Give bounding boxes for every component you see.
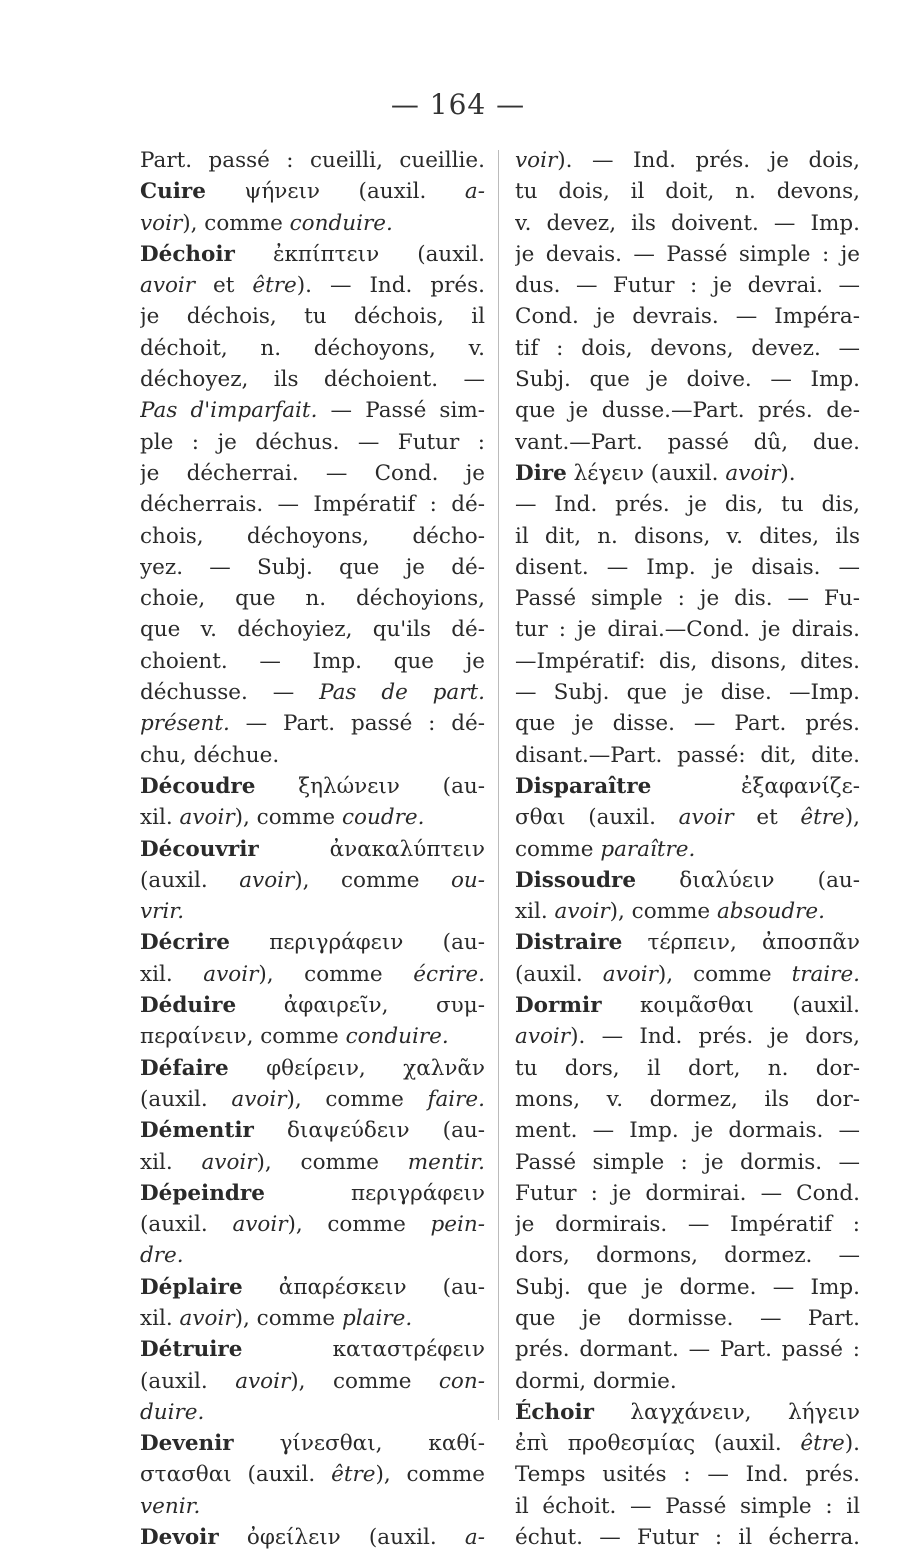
text-line: [140, 1272, 485, 1303]
text-line: [140, 176, 485, 207]
line-text: — Ind. prés. je dis, tu dis,: [515, 492, 860, 518]
line-text: ), comme: [294, 867, 451, 893]
headword: Déplaire: [140, 1274, 243, 1300]
text-line: [140, 239, 485, 270]
left-column: [140, 145, 485, 1553]
line-text: γίνεσθαι, καθί-: [233, 1431, 485, 1457]
italic-text: voir: [515, 148, 558, 173]
italic-text: avoir: [602, 961, 658, 987]
text-line: [515, 395, 860, 426]
italic-text: traire.: [791, 961, 860, 987]
italic-text: paraître.: [600, 836, 696, 862]
line-text: choie, que n. déchoyions,: [140, 586, 485, 612]
text-line: [140, 458, 485, 489]
text-line: [140, 1021, 485, 1052]
text-line: [515, 239, 860, 270]
line-text: xil.: [140, 961, 204, 987]
text-line: [140, 614, 485, 645]
italic-text: être: [800, 805, 845, 831]
line-text: disent. — Imp. je disais. —: [515, 554, 860, 580]
text-line: [515, 458, 860, 489]
text-line: [515, 1491, 860, 1522]
text-line: [515, 364, 860, 395]
line-text: xil.: [140, 1305, 180, 1331]
text-line: [140, 708, 485, 739]
line-text: tu dors, il dort, n. dor-: [515, 1055, 860, 1081]
line-text: ἀπαρέσκειν (au-: [242, 1274, 485, 1300]
italic-text: a-: [464, 1525, 485, 1551]
text-line: [515, 208, 860, 239]
text-line: [515, 145, 860, 176]
text-line: [515, 740, 860, 771]
line-text: tur : je dirai.—Cond. je dirais.: [515, 617, 860, 643]
text-line: [140, 1334, 485, 1365]
text-line: [515, 1428, 860, 1459]
text-line: [515, 1209, 860, 1240]
text-line: [140, 1522, 485, 1553]
line-text: Futur : je dormirai. — Cond.: [515, 1180, 860, 1206]
line-text: ἀφαιρεῖν, συμ-: [236, 993, 485, 1019]
line-text: ), comme: [287, 1212, 431, 1238]
headword: Cuire: [140, 179, 206, 205]
text-line: [140, 364, 485, 395]
headword: Découvrir: [140, 836, 259, 862]
line-text: et: [733, 805, 801, 831]
line-text: v. devez, ils doivent. — Imp.: [515, 210, 860, 236]
line-text: ), comme: [290, 1368, 439, 1394]
text-line: [515, 1522, 860, 1553]
italic-text: a-: [464, 179, 485, 205]
text-line: [140, 301, 485, 332]
italic-text: Pas d'imparfait.: [140, 398, 318, 424]
line-text: tu dois, il doit, n. devons,: [515, 179, 860, 205]
text-line: [140, 1459, 485, 1490]
line-text: disant.—Part. passé: dit, dite.: [515, 742, 860, 768]
line-text: κοιμᾶσθαι (auxil.: [601, 993, 860, 1019]
text-line: [140, 1115, 485, 1146]
line-text: ).: [844, 1431, 860, 1457]
line-text: ). — Ind. prés. je dois,: [557, 148, 860, 173]
text-line: [515, 646, 860, 677]
headword: Disparaître: [515, 773, 652, 799]
italic-text: plaire.: [341, 1305, 413, 1331]
headword: Décrire: [140, 930, 230, 956]
line-text: déchoit, n. déchoyons, v.: [140, 335, 485, 361]
line-text: περιγράφειν: [264, 1180, 485, 1206]
line-text: σθαι (auxil.: [515, 805, 679, 831]
line-text: (auxil.: [140, 1368, 236, 1394]
text-line: [140, 1053, 485, 1084]
text-line: [140, 1084, 485, 1115]
line-text: comme: [515, 836, 601, 862]
line-text: ), comme: [375, 1462, 485, 1488]
line-text: διαψεύδειν (au-: [253, 1118, 485, 1144]
line-text: — Passé sim-: [317, 398, 485, 424]
line-text: vant.—Part. passé dû, due.: [515, 429, 860, 455]
text-line: [515, 1459, 860, 1490]
text-line: [140, 1240, 485, 1271]
text-line: [140, 1397, 485, 1428]
text-line: [140, 145, 485, 176]
headword: Dormir: [515, 993, 602, 1019]
text-line: [140, 896, 485, 927]
text-line: [140, 552, 485, 583]
italic-text: ou-: [450, 867, 485, 893]
line-text: (auxil.: [140, 1086, 232, 1112]
italic-text: conduire.: [345, 1024, 449, 1050]
text-line: [140, 1428, 485, 1459]
text-line: [140, 333, 485, 364]
italic-text: Pas de part.: [319, 680, 485, 706]
italic-text: coudre.: [341, 805, 425, 831]
line-text: ἐξαφανίζε-: [651, 773, 860, 799]
italic-text: conduire.: [289, 210, 393, 236]
text-line: [515, 1084, 860, 1115]
text-line: [140, 927, 485, 958]
italic-text: avoir: [140, 273, 196, 299]
line-text: xil.: [140, 1149, 202, 1175]
line-text: il dit, n. disons, v. dites, ils: [515, 523, 860, 549]
text-line: [515, 1178, 860, 1209]
text-line: [515, 1053, 860, 1084]
italic-text: présent.: [140, 711, 230, 737]
text-line: [515, 1334, 860, 1365]
text-line: [140, 771, 485, 802]
line-text: xil.: [515, 899, 555, 925]
text-line: [515, 270, 860, 301]
line-text: mons, v. dormez, ils dor-: [515, 1086, 860, 1112]
italic-text: avoir: [554, 899, 610, 925]
line-text: τέρπειν, ἀποσπᾶν: [622, 930, 860, 956]
headword: Découdre: [140, 773, 256, 799]
italic-text: faire.: [427, 1086, 485, 1112]
line-text: ὀφείλειν (auxil.: [218, 1525, 465, 1551]
text-line: [140, 1209, 485, 1240]
text-line: [515, 990, 860, 1021]
italic-text: avoir: [725, 460, 781, 486]
text-line: [515, 802, 860, 833]
headword: Dire: [515, 460, 567, 486]
line-text: ). — Ind. prés.: [296, 273, 485, 299]
headword: Défaire: [140, 1055, 229, 1081]
line-text: διαλύειν (au-: [636, 867, 860, 893]
italic-text: absoudre.: [716, 899, 825, 925]
headword: Devoir: [140, 1525, 219, 1551]
text-line: [515, 927, 860, 958]
text-line: [140, 959, 485, 990]
text-line: [515, 1115, 860, 1146]
line-text: déchoyez, ils déchoient. —: [140, 367, 485, 393]
text-line: [515, 865, 860, 896]
text-line: [515, 489, 860, 520]
line-text: xil.: [140, 805, 180, 831]
line-text: que je disse. — Part. prés.: [515, 711, 860, 737]
line-text: échut. — Futur : il écherra.: [515, 1525, 860, 1551]
text-line: [140, 1147, 485, 1178]
line-text: ple : je déchus. — Futur :: [140, 429, 485, 455]
line-text: Passé simple : je dis. — Fu-: [515, 586, 860, 612]
headword: Échoir: [515, 1399, 594, 1425]
line-text: et: [195, 273, 253, 299]
line-text: ment. — Imp. je dormais. —: [515, 1118, 860, 1144]
text-line: [515, 1397, 860, 1428]
text-line: [515, 896, 860, 927]
line-text: (auxil.: [140, 1212, 233, 1238]
line-text: ),: [844, 805, 860, 831]
line-text: ἀνακαλύπτειν: [258, 836, 485, 862]
line-text: λέγειν (auxil.: [566, 460, 726, 486]
text-line: [515, 1240, 860, 1271]
text-line: [140, 521, 485, 552]
headword: Distraire: [515, 930, 623, 956]
line-text: yez. — Subj. que je dé-: [140, 554, 485, 580]
line-text: que v. déchoyiez, qu'ils dé-: [140, 617, 485, 643]
text-line: [140, 395, 485, 426]
column-divider: [498, 150, 499, 1420]
italic-text: écrire.: [413, 961, 485, 987]
line-text: que je dusse.—Part. prés. de-: [515, 398, 860, 424]
headword: Devenir: [140, 1431, 234, 1457]
italic-text: être: [252, 273, 297, 299]
italic-text: avoir: [201, 1149, 257, 1175]
headword: Déduire: [140, 993, 237, 1019]
line-text: περαίνειν, comme: [140, 1024, 346, 1050]
text-line: [515, 959, 860, 990]
line-text: καταστρέφειν: [242, 1337, 485, 1363]
line-text: chois, déchoyons, décho-: [140, 523, 485, 549]
page-number: — 164 —: [390, 88, 526, 121]
text-line: [140, 489, 485, 520]
line-text: ), comme: [234, 805, 342, 831]
italic-text: être: [331, 1462, 376, 1488]
text-line: [515, 1147, 860, 1178]
line-text: que je dormisse. — Part.: [515, 1305, 860, 1331]
line-text: (auxil.: [140, 867, 240, 893]
text-line: [140, 427, 485, 458]
italic-text: avoir: [179, 805, 235, 831]
text-line: [515, 1272, 860, 1303]
italic-text: voir: [140, 210, 183, 236]
line-text: ξηλώνειν (au-: [255, 773, 485, 799]
text-line: [140, 834, 485, 865]
text-line: [515, 427, 860, 458]
text-line: [140, 270, 485, 301]
text-line: [140, 1178, 485, 1209]
headword: Déchoir: [140, 241, 235, 267]
line-text: ), comme: [657, 961, 792, 987]
line-text: Passé simple : je dormis. —: [515, 1149, 860, 1175]
italic-text: con-: [438, 1368, 485, 1394]
line-text: dus. — Futur : je devrai. —: [515, 273, 860, 299]
italic-text: avoir: [515, 1024, 571, 1050]
right-column: [515, 145, 860, 1553]
line-text: ἐκπίπτειν (auxil.: [234, 241, 485, 267]
text-line: [515, 1021, 860, 1052]
line-text: chu, déchue.: [140, 742, 280, 768]
text-line: [515, 521, 860, 552]
line-text: —Impératif: dis, disons, dites.: [515, 648, 860, 674]
line-text: Part. passé : cueilli, cueillie.: [140, 148, 485, 173]
text-line: [140, 208, 485, 239]
line-text: ). — Ind. prés. je dors,: [570, 1024, 860, 1050]
italic-text: vrir.: [140, 899, 185, 925]
text-line: [515, 552, 860, 583]
text-line: [515, 1303, 860, 1334]
italic-text: venir.: [140, 1493, 201, 1519]
line-text: je déchois, tu déchois, il: [140, 304, 485, 330]
line-text: ), comme: [234, 1305, 342, 1331]
italic-text: duire.: [140, 1399, 205, 1425]
text-line: [515, 614, 860, 645]
text-line: [515, 333, 860, 364]
line-text: — Part. passé : dé-: [229, 711, 485, 737]
text-line: [515, 771, 860, 802]
text-line: [515, 834, 860, 865]
italic-text: pein-: [430, 1212, 485, 1238]
line-text: ), comme: [256, 1149, 408, 1175]
line-text: — Subj. que je dise. —Imp.: [515, 680, 860, 706]
line-text: περιγράφειν (au-: [229, 930, 485, 956]
line-text: dors, dormons, dormez. —: [515, 1243, 860, 1269]
text-line: [140, 646, 485, 677]
line-text: (auxil.: [515, 961, 603, 987]
line-text: ἐπὶ προθεσμίας (auxil.: [515, 1431, 801, 1457]
text-line: [515, 677, 860, 708]
headword: Détruire: [140, 1337, 243, 1363]
italic-text: mentir.: [407, 1149, 485, 1175]
text-line: [140, 1303, 485, 1334]
text-line: [140, 677, 485, 708]
text-line: [140, 740, 485, 771]
text-line: [515, 176, 860, 207]
line-text: ).: [780, 460, 796, 486]
headword: Dépeindre: [140, 1180, 265, 1206]
line-text: ), comme: [286, 1086, 428, 1112]
line-text: je dormirais. — Impératif :: [515, 1212, 860, 1238]
italic-text: avoir: [232, 1212, 288, 1238]
text-line: [515, 301, 860, 332]
line-text: dormi, dormie.: [515, 1368, 677, 1394]
italic-text: être: [800, 1431, 845, 1457]
line-text: ψήνειν (auxil.: [205, 179, 465, 205]
text-line: [140, 865, 485, 896]
line-text: tif : dois, devons, devez. —: [515, 335, 860, 361]
italic-text: avoir: [239, 867, 295, 893]
line-text: décherrais. — Impératif : dé-: [140, 492, 485, 518]
text-line: [515, 1366, 860, 1397]
line-text: prés. dormant. — Part. passé :: [515, 1337, 860, 1363]
italic-text: avoir: [678, 805, 734, 831]
italic-text: avoir: [235, 1368, 291, 1394]
italic-text: avoir: [231, 1086, 287, 1112]
text-line: [140, 1366, 485, 1397]
text-line: [140, 583, 485, 614]
line-text: Cond. je devrais. — Impéra-: [515, 304, 860, 330]
italic-text: avoir: [179, 1305, 235, 1331]
line-text: je devais. — Passé simple : je: [515, 241, 860, 267]
line-text: Temps usités : — Ind. prés.: [515, 1462, 860, 1488]
line-text: φθείρειν, χαλνᾶν: [228, 1055, 485, 1081]
line-text: il échoit. — Passé simple : il: [515, 1493, 860, 1519]
line-text: λαγχάνειν, λήγειν: [593, 1399, 860, 1425]
text-line: [140, 1491, 485, 1522]
line-text: choient. — Imp. que je: [140, 648, 485, 674]
line-text: déchusse. —: [140, 680, 320, 706]
line-text: ), comme: [609, 899, 717, 925]
italic-text: avoir: [203, 961, 259, 987]
line-text: je décherrai. — Cond. je: [140, 460, 485, 486]
line-text: Subj. que je dorme. — Imp.: [515, 1274, 860, 1300]
line-text: Subj. que je doive. — Imp.: [515, 367, 860, 393]
line-text: ), comme: [182, 210, 290, 236]
text-line: [140, 990, 485, 1021]
italic-text: dre.: [140, 1243, 184, 1269]
text-line: [515, 708, 860, 739]
headword: Dissoudre: [515, 867, 637, 893]
text-line: [515, 583, 860, 614]
text-line: [140, 802, 485, 833]
line-text: ), comme: [258, 961, 414, 987]
line-text: στασθαι (auxil.: [140, 1462, 332, 1488]
headword: Démentir: [140, 1118, 254, 1144]
